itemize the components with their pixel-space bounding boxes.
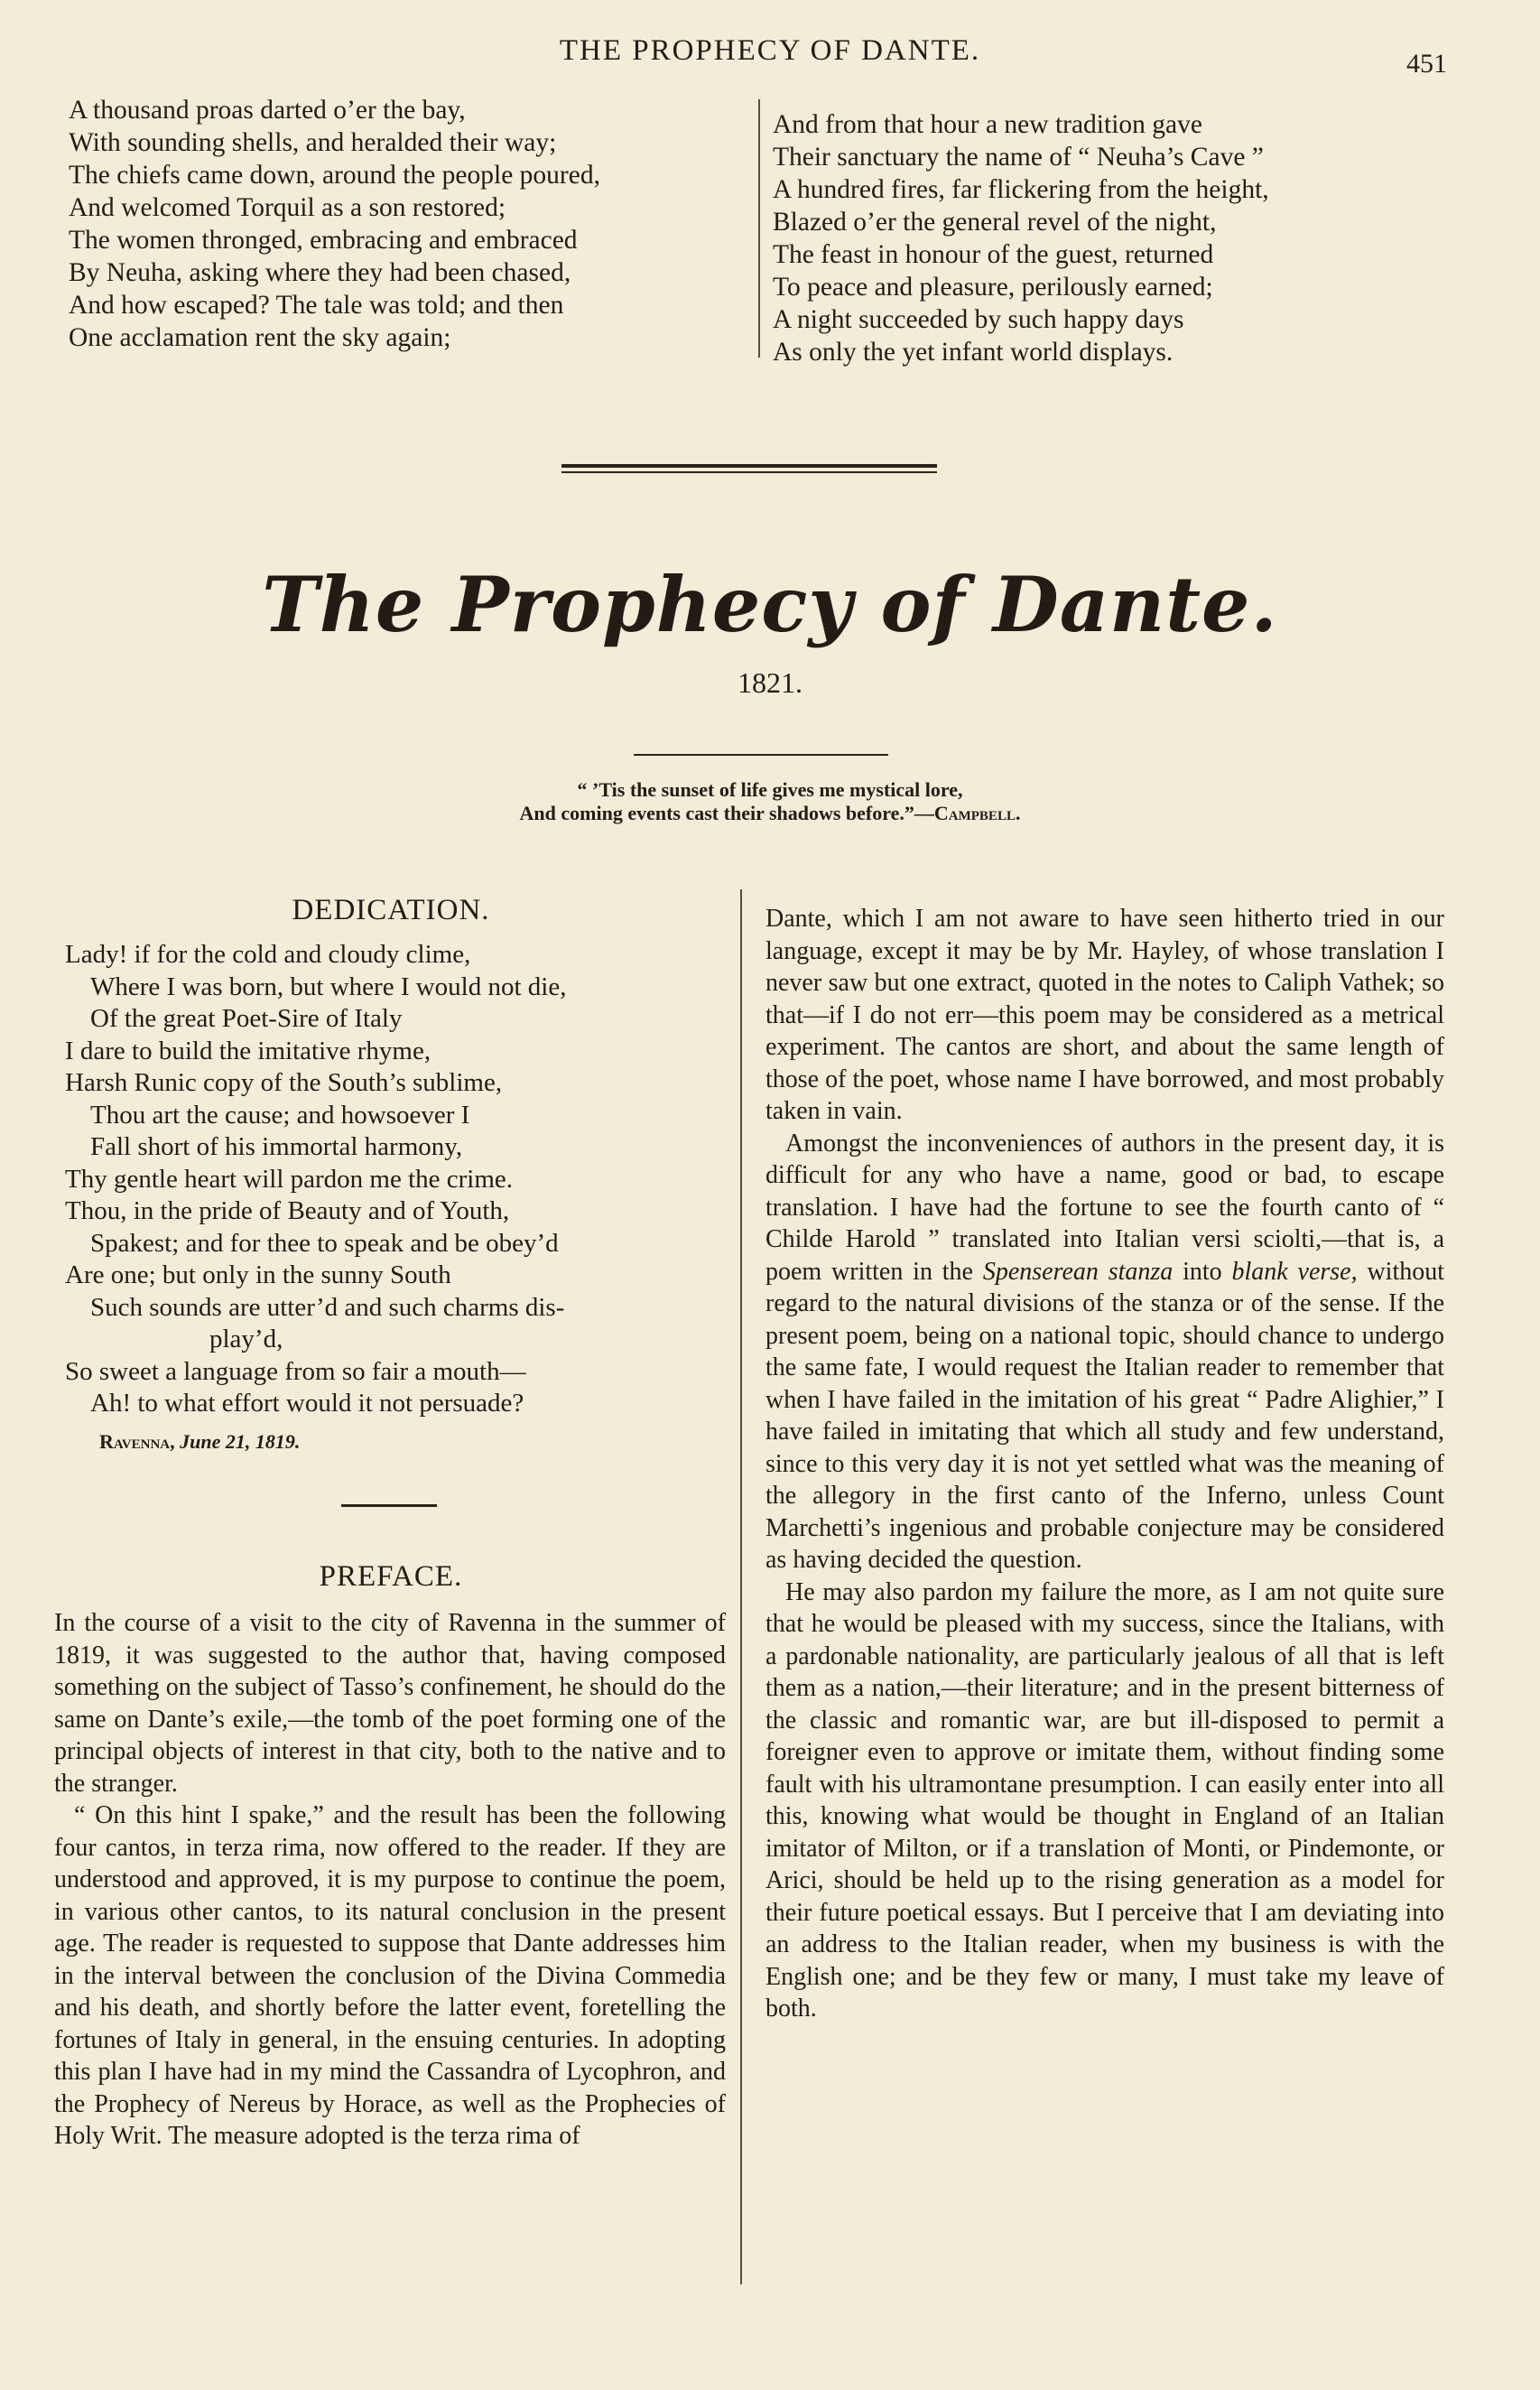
epigraph-line — [0, 802, 1540, 825]
title-rule — [561, 464, 937, 468]
dedication-date — [99, 1430, 300, 1454]
preface-heading: PREFACE. — [319, 1560, 463, 1593]
para-text: Amongst the inconveniences of authors in the present day, it is difficult for any who have a name, good or bad, to escape translation. I have had the fortune to see the fourth canto of “ Childe Harold ” translated into Italian versi sciolti,—that is, a poem written in the — [765, 1129, 1444, 1286]
poem-line: By Neuha, asking where they had been chased, — [69, 258, 571, 287]
page-title: The Prophecy of Dante. — [262, 560, 1278, 649]
date-place: Ravenna, — [99, 1430, 175, 1453]
poem-line: To peace and pleasure, perilously earned; — [773, 273, 1213, 302]
para-emphasis: Spenserean stanza — [982, 1257, 1174, 1286]
preface-paragraph: He may also pardon my failure the more, as I am not quite sure that he would be pleased with my success, since the Italians, with a pardonable nationality, are particularly jealous of all that is left them as a nation,—their literature; and in the present bitterness of the classic and romantic war, are but ill-disposed to permit a foreigner even to approve or imitate them, without finding some fault with his ultramontane presumption. I can easily enter into all this, knowing what would be thought in England of an Italian imitator of Milton, or if a translation of Monti, or Pindemonte, or Arici, should be held up to the rising generation as a model for their future poetical essays. But I perceive that I am deviating into an address to the Italian reader, when my business is with the English one; and be they few or many, I must take my leave of both. — [765, 1577, 1444, 2023]
ded-line: Such sounds are utter’d and such charms dis- — [90, 1292, 565, 1322]
poem-line: A hundred fires, far flickering from the height, — [773, 175, 1269, 204]
poem-line: The chiefs came down, around the people poured, — [69, 161, 600, 190]
poem-line: With sounding shells, and heralded their way; — [69, 128, 557, 157]
poem-line: Their sanctuary the name of “ Neuha’s Cave ” — [773, 143, 1264, 172]
epigraph-text: And coming events cast their shadows before.”— — [519, 802, 934, 824]
preface-paragraph: Dante, which I am not aware to have seen hitherto tried in our language, except it may be by Mr. Hayley, of whose translation I never saw but one extract, quoted in the notes to Caliph Vathek; so that—if I do not err—this poem may be considered as a metrical experiment. The cantos are short, and about the same length of those of the poet, whose name I have borrowed, and most probably taken in vain. — [765, 905, 1444, 1125]
epigraph-line: “ ’Tis the sunset of life gives me mystical lore, — [577, 778, 963, 801]
poem-line: A thousand proas darted o’er the bay, — [69, 96, 466, 125]
ded-line: Thou, in the pride of Beauty and of Youth, — [65, 1196, 510, 1225]
dedication-poem — [65, 939, 566, 1420]
poem-line: The women thronged, embracing and embraced — [69, 226, 578, 255]
poem-line: The feast in honour of the guest, returned — [773, 240, 1214, 269]
ded-line: Ah! to what effort would it not persuade? — [90, 1389, 524, 1418]
poem-line: A night succeeded by such happy days — [773, 305, 1184, 334]
ded-line: I dare to build the imitative rhyme, — [65, 1036, 431, 1065]
page-number: 451 — [1406, 49, 1447, 79]
poem-line: And welcomed Torquil as a son restored; — [69, 193, 506, 222]
ded-line: Are one; but only in the sunny South — [65, 1260, 451, 1289]
poem-right-column — [773, 108, 1269, 368]
ded-line: Spakest; and for thee to speak and be obey’d — [90, 1228, 559, 1258]
title-year: 1821. — [738, 666, 802, 699]
preface-left-column — [54, 1607, 726, 2153]
date-text: June 21, 1819. — [180, 1430, 301, 1453]
section-divider — [341, 1504, 437, 1507]
ded-line: Thy gentle heart will pardon me the crime. — [65, 1164, 514, 1194]
title-rule — [561, 471, 937, 473]
title-divider — [634, 754, 888, 756]
ded-line: Fall short of his immortal harmony, — [90, 1132, 463, 1161]
ded-line: Thou art the cause; and howsoever I — [90, 1100, 470, 1130]
ded-line: So sweet a language from so fair a mouth— — [65, 1356, 526, 1386]
column-divider — [740, 889, 742, 2284]
preface-paragraph: In the course of a visit to the city of Ravenna in the summer of 1819, it was suggested to the author that, having composed something on the subject of Tasso’s confinement, he should do the same on Dante’s exile,—the tomb of the poet forming one of the principal objects of interest in that city, both to the native and to the stranger. — [54, 1609, 726, 1798]
poem-line: One acclamation rent the sky again; — [69, 323, 451, 352]
poem-line: And from that hour a new tradition gave — [773, 110, 1202, 139]
poem-line: As only the yet infant world displays. — [773, 338, 1174, 367]
ded-line: Lady! if for the cold and cloudy clime, — [65, 940, 471, 969]
para-text: without regard to the natural divisions of the stanza or of the sense. If the present poem, being on a national topic, should chance to undergo the same fate, I would request the Italian reader to remember that when I have failed in the imitation of his great “ Padre Alighier,” I have failed in imitating that which all study and few understand, since to this very day it is not yet settled what was the meaning of the allegory in the first canto of the Inferno, unless Count Marchetti’s ingenious and probable conjecture may be considered as having decided the question. — [765, 1257, 1444, 1574]
preface-paragraph — [765, 1128, 1444, 1576]
ded-line: play’d, — [209, 1325, 283, 1353]
column-divider — [758, 99, 760, 358]
ded-line: Of the great Poet-Sire of Italy — [90, 1004, 403, 1033]
preface-right-column — [765, 903, 1444, 2025]
poem-left-column — [69, 94, 600, 354]
running-head: THE PROPHECY OF DANTE. — [559, 34, 981, 67]
preface-paragraph: “ On this hint I spake,” and the result has been the following four cantos, in terza rima, now offered to the reader. If they are understood and approved, it is my purpose to continue the poem, in various other cantos, to its natural conclusion in the present age. The reader is requested to suppose that Dante addresses him in the interval between the conclusion of the Divina Commedia and his death, and shortly before the latter event, foretelling the fortunes of Italy in general, in the ensuing centuries. In adopting this plan I have had in my mind the Cassandra of Lycophron, and the Prophecy of Nereus by Horace, as well as the Prophecies of Holy Writ. The measure adopted is the terza rima of — [54, 1801, 726, 2150]
dedication-heading: DEDICATION. — [292, 894, 490, 926]
ded-line: Harsh Runic copy of the South’s sublime, — [65, 1068, 503, 1097]
poem-line: And how escaped? The tale was told; and then — [69, 291, 564, 320]
ded-line: Where I was born, but where I would not die, — [90, 972, 567, 1001]
para-emphasis: blank verse, — [1231, 1257, 1358, 1286]
epigraph-author: Campbell. — [933, 802, 1021, 824]
poem-line: Blazed o’er the general revel of the night, — [773, 208, 1217, 237]
para-text: into — [1173, 1257, 1232, 1286]
